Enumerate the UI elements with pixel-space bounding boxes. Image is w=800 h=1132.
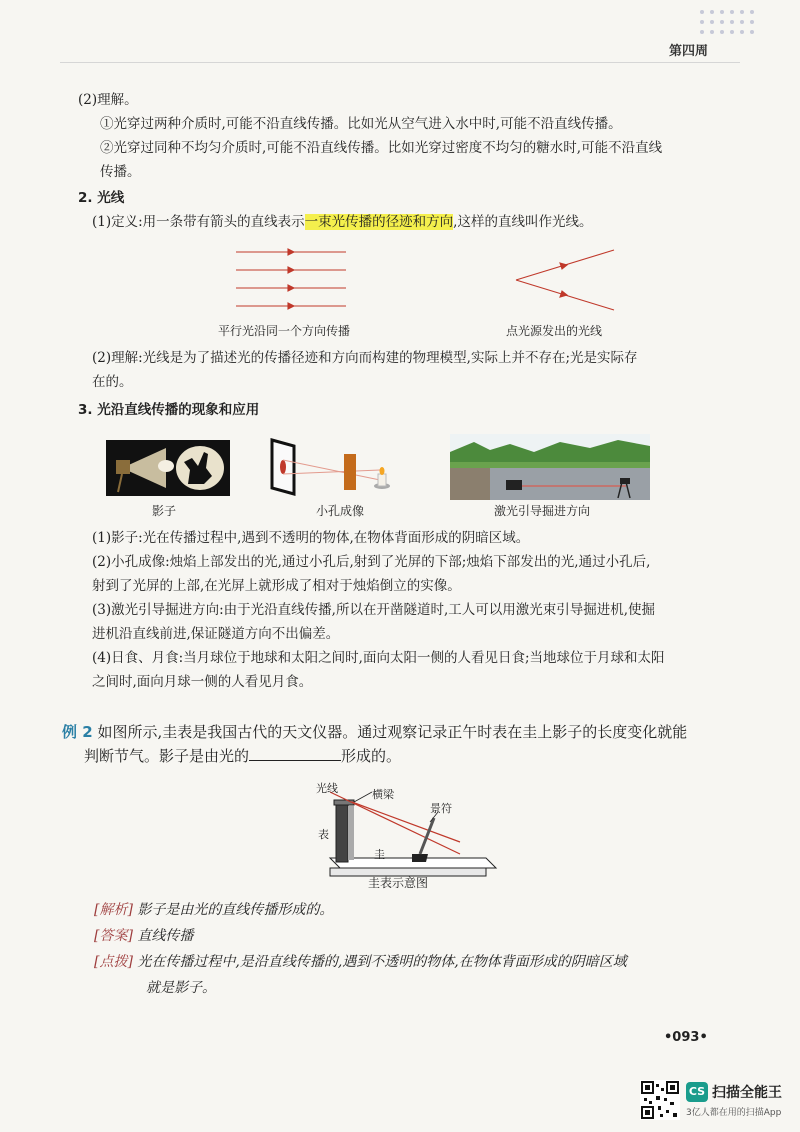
phenomenon-3-line-2: 进机沿直线前进,保证隧道方向不出偏差。 xyxy=(92,626,340,642)
phenomenon-3-line-1: (3)激光引导掘进方向:由于光沿直线传播,所以在开凿隧道时,工人可以用激光束引导掘进机,使掘 xyxy=(92,602,656,618)
app-tagline: 3亿人都在用的扫描App xyxy=(686,1108,782,1118)
phenomenon-4-line-2: 之间时,面向月球一侧的人看见月食。 xyxy=(92,674,313,690)
light-ray-definition xyxy=(92,212,592,232)
point-2-line-2: 传播。 xyxy=(100,164,141,180)
caption-parallel-rays: 平行光沿同一个方向传播 xyxy=(218,324,351,338)
example-question-suffix: 形成的。 xyxy=(341,747,402,765)
example-number: 例 2 xyxy=(62,723,93,741)
caption-laser: 激光引导掘进方向 xyxy=(494,504,591,518)
label-jingfu: 景符 xyxy=(430,802,452,815)
tip-text-1: 光在传播过程中,是沿直线传播的,遇到不透明的物体,在物体背面形成的阴暗区域 xyxy=(137,954,627,970)
example-question-prefix: 判断节气。影子是由光的 xyxy=(84,747,250,765)
point-2-line-1: ②光穿过同种不均匀介质时,可能不沿直线传播。比如光穿过密度不均匀的糖水时,可能不沿直线 xyxy=(100,140,663,156)
diagram-caption: 圭表示意图 xyxy=(368,876,429,890)
parallel-rays-diagram xyxy=(236,246,346,314)
caption-shadow: 影子 xyxy=(152,504,177,518)
light-ray-understanding-line-2: 在的。 xyxy=(92,374,133,390)
label-light-ray: 光线 xyxy=(316,782,338,795)
app-logo-icon: CS xyxy=(686,1082,708,1102)
label-crossbeam: 横梁 xyxy=(372,788,394,801)
phenomenon-2-line-2: 射到了光屏的上部,在光屏上就形成了相对于烛焰倒立的实像。 xyxy=(92,578,461,594)
phenomenon-1: (1)影子:光在传播过程中,遇到不透明的物体,在物体背面形成的阴暗区域。 xyxy=(92,530,530,546)
tip-tag: [点拨] xyxy=(94,954,133,970)
point-source-rays-diagram xyxy=(508,246,618,314)
header-divider xyxy=(60,62,740,63)
phenomenon-4-line-1: (4)日食、月食:当月球位于地球和太阳之间时,面向太阳一侧的人看见日食;当地球位于月球和太阳 xyxy=(92,650,665,666)
example-line-1 xyxy=(62,720,687,744)
understanding-label: (2)理解。 xyxy=(78,92,138,108)
analysis-text: 影子是由光的直线传播形成的。 xyxy=(137,902,334,918)
section-3-title: 3. 光沿直线传播的现象和应用 xyxy=(78,402,260,418)
example-question-line-1: 如图所示,圭表是我国古代的天文仪器。通过观察记录正午时表在圭上影子的长度变化就能 xyxy=(97,723,688,741)
caption-pinhole: 小孔成像 xyxy=(316,504,365,518)
definition-highlight: 一束光传播的径迹和方向 xyxy=(304,214,454,230)
qr-code-icon xyxy=(640,1080,680,1120)
page-number: •093• xyxy=(664,1030,708,1045)
tip-line-1 xyxy=(94,952,627,972)
analysis-tag: [解析] xyxy=(94,902,133,918)
shadow-photo xyxy=(106,440,230,496)
answer-tag: [答案] xyxy=(94,928,133,944)
analysis-line xyxy=(94,900,333,920)
week-label: 第四周 xyxy=(668,44,708,59)
definition-suffix: ,这样的直线叫作光线。 xyxy=(453,214,593,230)
example-line-2 xyxy=(84,744,401,768)
caption-point-source: 点光源发出的光线 xyxy=(506,324,603,338)
tip-line-2: 就是影子。 xyxy=(146,980,216,996)
answer-text: 直线传播 xyxy=(137,928,194,944)
light-ray-understanding-line-1: (2)理解:光线是为了描述光的传播径迹和方向而构建的物理模型,实际上并不存在;光是实际存 xyxy=(92,350,638,366)
phenomenon-2-line-1: (2)小孔成像:烛焰上部发出的光,通过小孔后,射到了光屏的下部;烛焰下部发出的光,通过小孔后, xyxy=(92,554,651,570)
point-1: ①光穿过两种介质时,可能不沿直线传播。比如光从空气进入水中时,可能不沿直线传播。 xyxy=(100,116,622,132)
scanner-watermark xyxy=(640,1080,790,1125)
section-2-title: 2. 光线 xyxy=(78,190,125,206)
answer-blank xyxy=(249,746,341,761)
answer-line xyxy=(94,926,193,946)
decorative-dot-grid xyxy=(698,8,760,38)
definition-prefix: (1)定义:用一条带有箭头的直线表示 xyxy=(92,214,305,230)
app-name: 扫描全能王 xyxy=(712,1085,782,1101)
guibiao-diagram xyxy=(300,782,500,880)
pinhole-imaging-photo xyxy=(268,436,404,500)
laser-tunneling-photo xyxy=(450,434,650,500)
label-biao: 表 xyxy=(318,828,329,841)
label-gui: 圭 xyxy=(374,848,385,861)
